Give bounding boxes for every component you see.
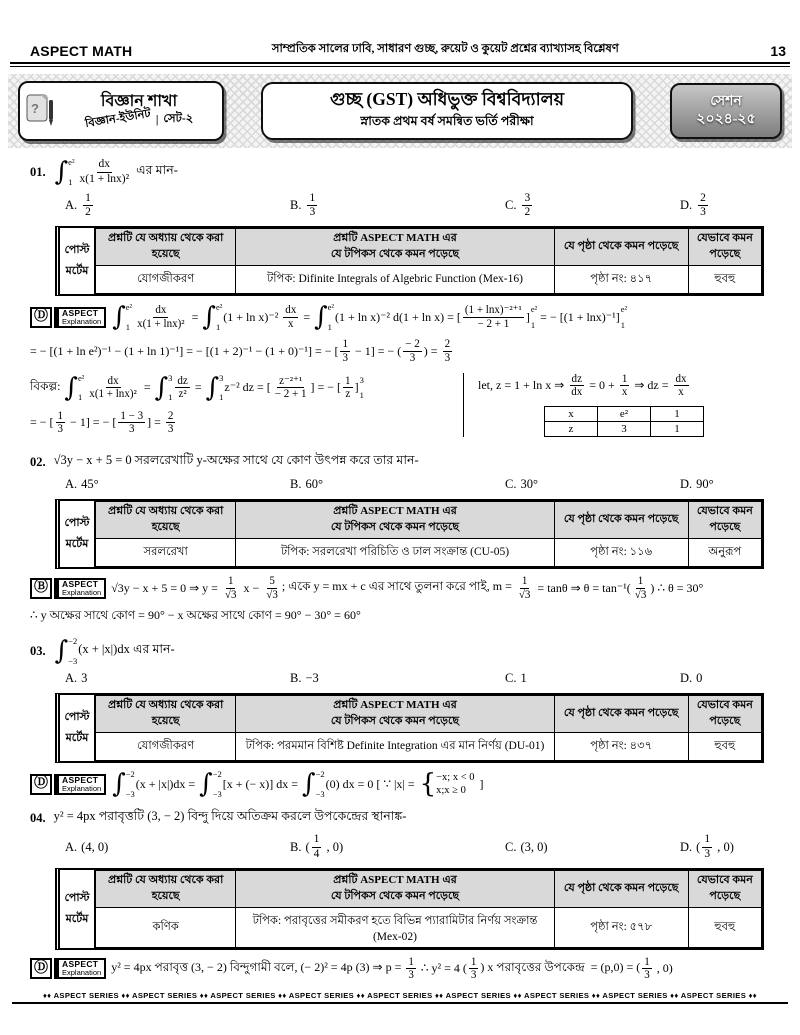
answer-badge: Ⓓ ASPECT Explanation (30, 307, 106, 328)
postmortem-side-label: পোস্ট মর্টেম (60, 870, 95, 948)
answer-letter: Ⓓ (30, 307, 52, 328)
options-row (65, 477, 800, 492)
question-stem: y² = 4px পরাবৃত্তটি (3, − 2) বিন্দু দিয়ে অতিক্রম করলে উপকেন্দ্রের স্থানাঙ্ক- (53, 809, 407, 824)
question-number: 03. (30, 643, 46, 658)
answer-letter: Ⓓ (30, 774, 52, 795)
option-b: B. 60° (290, 477, 323, 492)
option-b: B. −3 (290, 671, 319, 686)
explanation-line: Ⓓ ASPECT Explanation ∫ −2 −3 (x + |x|)dx = ∫ −2 −3 [x + (− x)] dx = ∫ −2 −3 (0) dx = 0 [ ∵ |x| = { −x; x < 0 x;x ≥ 0 ] (30, 769, 770, 799)
divider-bar: | (155, 113, 159, 126)
options-row (65, 192, 800, 219)
header-chapter: প্রশ্নটি যে অধ্যায় থেকে করা হয়েছে (96, 229, 236, 266)
postmortem-table (55, 226, 764, 296)
postmortem-side-label: পোস্ট মর্টেম (60, 501, 95, 567)
question-block-02 (0, 452, 800, 627)
option-a: A. (4, 0) (65, 839, 109, 854)
explanation-line: ∴ y অক্ষের সাথে কোণ = 90° − x অক্ষের সাথে কোণ = 90° − 30° = 60° (30, 608, 361, 623)
header-rule-thick (10, 62, 790, 64)
session-years: ২০২৪-২৫ (696, 112, 756, 127)
postmortem-side-label: পোস্ট মর্টেম (60, 695, 95, 761)
exam-title-box (261, 82, 633, 140)
option-a: A. 1 2 (65, 192, 91, 219)
table-header-row (96, 229, 762, 266)
cell-chapter: যোগজীকরণ (96, 266, 236, 294)
page-header (0, 0, 800, 62)
question-block-04 (0, 808, 800, 982)
option-d: D. 0 (680, 671, 703, 686)
header-page: যে পৃষ্ঠা থেকে কমন পড়েছে (554, 229, 688, 266)
question-stem: √3y − x + 5 = 0 সরলরেখাটি y-অক্ষের সাথে যে কোণ উৎপন্ন করে তার মান- (53, 453, 419, 468)
table-data-row (96, 266, 762, 294)
question-block-01 (0, 157, 800, 443)
question-paper-icon (26, 92, 56, 130)
explanation-line: = − [(1 + ln e²)⁻¹ − (1 + ln 1)⁻¹] = − [(1 + 2)⁻¹ − (1 + 0)⁻¹] = − [ 1 3 − 1] = − ( − 2 3 ) = $\frac{2}{3}$ (30, 338, 451, 365)
option-c: C. 3 2 (505, 192, 531, 219)
page-number: 13 (770, 43, 786, 59)
answer-letter: Ⓑ (30, 578, 52, 599)
footer-series-strip: ♦♦ ASPECT SERIES ♦♦ ASPECT SERIES ♦♦ ASPECT SERIES ♦♦ ASPECT SERIES ♦♦ ASPECT SERIES ♦♦ ASPECT SERIES ♦♦ ASPECT SERIES ♦♦ ASPECT SERIES ♦♦ ASPECT SERIES ♦♦ (12, 991, 788, 1004)
substitution-note: let, z = 1 + ln x ⇒ $\frac{dz}{dx}$ = 0 + $\frac{1}{x}$ ⇒ dz = $\frac{dx}{x}$ x e² 1 z 3 1 (463, 373, 770, 437)
cell-how: হুবহু (688, 266, 761, 294)
question-number: 02. (30, 454, 46, 469)
question-number: 01. (30, 164, 46, 179)
brand-title: ASPECT MATH (30, 43, 133, 59)
option-c: C. 30° (505, 477, 538, 492)
option-b: B. 1 3 (290, 192, 316, 219)
header-rule-thin (10, 66, 790, 67)
answer-badge: Ⓑ ASPECT Explanation (30, 578, 106, 599)
svg-text:?: ? (31, 101, 39, 116)
explanation-line: Ⓓ ASPECT Explanation y² = 4px পরাবৃত্ত (3, − 2) বিন্দুগামী বলে, (− 2)² = 4p (3) ⇒ p = $\frac{1}{3}$ ∴ y² = 4 ( 1 3 ) x পরাবৃত্তের উপকেন্দ্র = (p,0) = ( 1 3 , 0) (30, 956, 770, 982)
option-c: C. 1 (505, 671, 527, 686)
option-a: A. 3 (65, 671, 88, 686)
exam-title: গুচ্ছ (GST) অধিভুক্ত বিশ্ববিদ্যালয় (329, 89, 565, 109)
explanation-line: Ⓑ ASPECT Explanation √3y − x + 5 = 0 ⇒ y = $\frac{1}{√3}$ x − $\frac{5}{√3}$ ; একে y = mx + c এর সাথে তুলনা করে পাই, m = $\frac{1}{√3}$ = tanθ ⇒ θ = tan⁻¹( 1 √3 ) ∴ θ = 30° (30, 575, 770, 601)
title-banner (8, 74, 792, 148)
branch-title: বিজ্ঞান শাখা (100, 92, 178, 110)
exam-subtitle: স্নাতক প্রথম বর্ষ সমন্বিত ভর্তি পরীক্ষা (360, 114, 534, 128)
postmortem-table: পোস্ট মর্টেম প্রশ্নটি যে অধ্যায় থেকে করা হয়েছে প্রশ্নটি ASPECT MATH এর যে টপিকস থেকে কমন পড়েছে যে পৃষ্ঠা থেকে কমন পড়েছে যেভাবে কমন পড়েছে কণিক টপিক: পরাবৃত্তের সমীকরণ হতে বিভিন্ন প্যারামিটার নির্ণয় সংক্রান্ত (Mex-02) পৃষ্ঠা নং: ৫৭৮ হুবহু (55, 868, 764, 950)
option-c: C. (3, 0) (505, 839, 548, 854)
options-row (65, 671, 800, 686)
question-number: 04. (30, 810, 46, 825)
cell-topic: টপিক: Difinite Integrals of Algebric Function (Mex-16) (236, 266, 554, 294)
postmortem-side-label: পোস্ট মর্টেম (60, 228, 95, 294)
postmortem-table: পোস্ট মর্টেম প্রশ্নটি যে অধ্যায় থেকে করা হয়েছে প্রশ্নটি ASPECT MATH এর যে টপিকস থেকে কমন পড়েছে যে পৃষ্ঠা থেকে কমন পড়েছে যেভাবে কমন পড়েছে যোগজীকরণ টপিক: পরমমান বিশিষ্ট Definite Integration এর মান নির্ণয় (DU-01) পৃষ্ঠা নং: ৪৩৭ হুবহু (55, 693, 764, 763)
session-box (670, 83, 782, 139)
answer-badge: Ⓓ ASPECT Explanation (30, 958, 106, 979)
session-label: সেশন (710, 93, 742, 109)
option-d: D. ( 1 3 , 0) (680, 833, 734, 860)
branch-box (18, 81, 224, 141)
explanation-line: Ⓓ ASPECT Explanation ∫ e² 1 $\frac{dx}{\text{x(1 + lnx)²}}$ = ∫ e² 1 (1 + ln x)⁻² $\frac{dx}{x}$ = ∫ e² 1 (1 + ln x)⁻² d(1 + ln x) = [ (1 + lnx)⁻²⁺¹ − 2 + 1 ] e² 1 = − [(1 + lnx)⁻¹] e² 1 (30, 302, 770, 332)
question-stem: ∫ −2 −3 (x + |x|)dx এর মান- (54, 636, 175, 667)
alternative-solution: বিকল্প: ∫ e² 1 $\frac{dx}{\text{x(1 + lnx)²}}$ = ∫ 3 1 $\frac{dz}{\text{z²}}$ = ∫ 3 1 z⁻² dz = [ z⁻²⁺¹ − 2 + 1 ] = − [ 1 z ] 3 1 = − [ 1 3 − 1] = − [ 1 − 3 3 ] = $\frac{2}{3}$ let, z = 1 + ln x ⇒ $\frac{dz}{dx}$ = 0 + $\frac{1}{x}$ ⇒ dz = $\frac{dx}{x}$ x e² 1 z 3 1 (30, 373, 770, 443)
answer-letter: Ⓓ (30, 958, 52, 979)
header-how: যেভাবে কমন পড়েছে (688, 229, 761, 266)
set-label: সেট-২ (163, 113, 194, 126)
options-row (65, 833, 800, 860)
answer-badge: Ⓓ ASPECT Explanation (30, 774, 106, 795)
header-topic: প্রশ্নটি ASPECT MATH এর যে টপিকস থেকে কমন পড়েছে (236, 229, 554, 266)
option-d: D. 90° (680, 477, 714, 492)
substitution-table: x e² 1 z 3 1 (478, 406, 770, 437)
header-subtitle: সাম্প্রতিক সালের ঢাবি, সাধারণ গুচ্ছ, রুয়েট ও কুয়েট প্রশ্নের ব্যাখ্যাসহ বিশ্লেষণ (271, 43, 619, 55)
cell-page: পৃষ্ঠা নং: ৪১৭ (554, 266, 688, 294)
option-a: A. 45° (65, 477, 99, 492)
option-b: B. ( 1 4 , 0) (290, 833, 344, 860)
question-stem: ∫ e² 1 dx x(1 + lnx)² এর মান- (54, 156, 178, 187)
postmortem-table: পোস্ট মর্টেম প্রশ্নটি যে অধ্যায় থেকে করা হয়েছে প্রশ্নটি ASPECT MATH এর যে টপিকস থেকে কমন পড়েছে যে পৃষ্ঠা থেকে কমন পড়েছে যেভাবে কমন পড়েছে সরলরেখা টপিক: সরলরেখা পরিচিতি ও ঢাল সংক্রান্ত (CU-05) পৃষ্ঠা নং: ১১৬ অনুরূপ (55, 499, 764, 569)
option-d: D. 2 3 (680, 192, 706, 219)
branch-unit: বিজ্ঞান-ইউনিট (84, 108, 152, 131)
question-block-03 (0, 636, 800, 799)
